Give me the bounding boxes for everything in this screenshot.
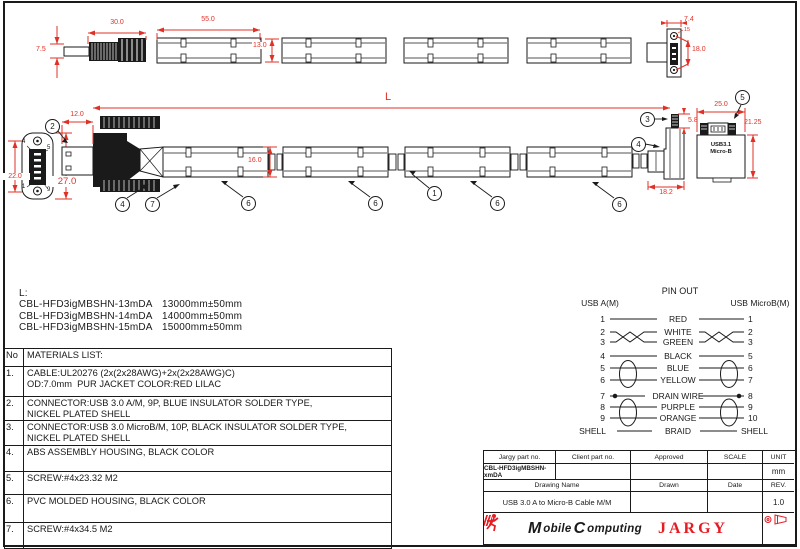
callout-6-pvc-housing: 6	[241, 196, 256, 211]
pvc-housing-segments	[163, 147, 647, 177]
part-number: CBL-HFD3igMBSHN-15mDA	[19, 322, 153, 333]
date-label: Date	[708, 480, 763, 492]
computing-initial: C	[573, 520, 586, 537]
part-length: 13000mm±50mm	[162, 299, 243, 310]
dim-panel-hole: 15	[684, 27, 691, 33]
dim-usba-face-height: 27.0	[51, 176, 83, 187]
approved-value	[631, 464, 708, 480]
dim-usba-shell: 12.0	[70, 111, 84, 118]
ferrite-segments-top-view	[157, 38, 631, 63]
mobile-initial: M	[527, 520, 542, 537]
materials-row-2	[5, 396, 391, 420]
material-desc: CABLE:UL20276 (2x(2x28AWG)+2x(2x28AWG)C)	[27, 368, 235, 378]
drawing-name: USB 3.0 A to Micro-B Cable M/M	[484, 492, 631, 513]
usba-pin5-label: 5	[47, 145, 51, 151]
running-man-icon	[484, 513, 500, 533]
dim-segment-length: 55.0	[201, 16, 215, 23]
jargy-logo: JARGY	[657, 520, 729, 537]
usb-a-shell-dimension	[62, 120, 93, 145]
pin-left: 4	[600, 351, 605, 361]
callout-6-pvc-housing: 6	[490, 196, 505, 211]
overall-length-dimension	[93, 106, 670, 111]
pinout-left-header: USB A(M)	[581, 298, 619, 308]
material-desc: SCREW:#4x23.32 M2	[27, 473, 118, 483]
wire-color: GREEN	[662, 337, 694, 347]
pin-left: 3	[600, 337, 605, 347]
material-desc: ABS ASSEMBLY HOUSING, BLACK COLOR	[27, 447, 215, 457]
drawn-value	[631, 492, 708, 513]
row-number: 2.	[5, 397, 24, 420]
pin-left: 8	[600, 402, 605, 412]
length-variant-list	[19, 288, 249, 334]
pin-left: SHELL	[579, 426, 606, 436]
rev-value: 1.0	[763, 492, 794, 513]
dim-screw-dia: 7.5	[36, 46, 46, 53]
wire-color: BRAID	[665, 426, 691, 436]
callout-3-screw: 3	[640, 112, 655, 127]
row-number: 5.	[5, 472, 24, 494]
rev-label: REV.	[763, 480, 794, 492]
material-desc: OD:7.0mm PUR JACKET COLOR:RED LILAC	[27, 378, 222, 389]
callout-7-screw: 7	[145, 197, 160, 212]
length-row	[19, 299, 249, 311]
length-row	[19, 311, 249, 323]
part-length: 15000mm±50mm	[162, 322, 243, 333]
wire-color: YELLOW	[660, 375, 696, 385]
length-row	[19, 322, 249, 334]
material-desc: NICKEL PLATED SHELL	[27, 408, 131, 419]
pin-left: 2	[600, 327, 605, 337]
callout-6-pvc-housing: 6	[612, 197, 627, 212]
materials-row-4	[5, 445, 391, 471]
material-desc: PVC MOLDED HOUSING, BLACK COLOR	[27, 496, 206, 506]
approved-label: Approved	[631, 451, 708, 464]
pin-right: 2	[748, 327, 753, 337]
materials-row-6	[5, 494, 391, 522]
part-number: CBL-HFD3igMBSHN-14mDA	[19, 310, 153, 322]
scale-value	[708, 464, 763, 480]
pin-right: 3	[748, 337, 753, 347]
row-number: 6.	[5, 495, 24, 522]
pinout-title: PIN OUT	[661, 286, 699, 296]
callout-2-usba-connector: 2	[45, 119, 60, 134]
pin-right: SHELL	[741, 426, 768, 436]
row-number: 1.	[5, 367, 24, 396]
pin-right: 5	[748, 351, 753, 361]
drawing-name-label: Drawing Name	[484, 480, 631, 492]
unit-label: UNIT	[763, 451, 794, 464]
callout-1-cable: 1	[427, 186, 442, 201]
materials-row-3	[5, 420, 391, 445]
projection-symbol-cell	[763, 513, 794, 545]
dim-segment-height: 13.0	[253, 42, 267, 49]
wire-color: DRAIN WIRE	[652, 391, 704, 401]
dim-microb-screw: 5.8	[688, 117, 698, 124]
unit-value: mm	[763, 464, 794, 480]
part-length: 14000mm±50mm	[162, 310, 243, 322]
wire-color: BLACK	[664, 351, 692, 361]
materials-row-5	[5, 471, 391, 494]
pin-left: 5	[600, 363, 605, 373]
row-number: 7.	[5, 523, 24, 548]
materials-row-1	[5, 366, 391, 396]
pin-left: 9	[600, 413, 605, 423]
dim-screw-length: 30.0	[110, 19, 124, 26]
pin-left: 1	[600, 314, 605, 324]
dim-panel-width: 7.4	[684, 16, 694, 23]
third-angle-projection-icon	[763, 513, 789, 526]
mobile-rest: obile	[543, 523, 572, 535]
callout-4-abs-housing: 4	[631, 137, 646, 152]
usba-pin4-label: 4	[22, 139, 26, 145]
dim-microb-length: 18.2	[659, 189, 673, 196]
material-desc: NICKEL PLATED SHELL	[27, 432, 131, 443]
usba-pin9-label: 9	[47, 187, 51, 193]
pin-left: 6	[600, 375, 605, 385]
client-part-label: Client part no.	[556, 451, 631, 464]
dim-usba-face-width: 22.0	[0, 173, 30, 180]
client-part-no	[556, 464, 631, 480]
material-desc: CONNECTOR:USB 3.0 A/M, 9P, BLUE INSULATOR SOLDER TYPE,	[27, 398, 313, 408]
callout-5-screw: 5	[735, 90, 750, 105]
pin-right: 10	[748, 413, 758, 423]
wire-color: ORANGE	[659, 413, 697, 423]
title-block	[483, 450, 796, 545]
wire-color: WHITE	[664, 327, 692, 337]
pin-right: 9	[748, 402, 753, 412]
jargy-part-label: Jargy part no.	[484, 451, 556, 464]
callout-4-abs-housing: 4	[115, 197, 130, 212]
pin-right: 1	[748, 314, 753, 324]
dim-microb-face-width: 25.0	[714, 101, 728, 108]
materials-title: MATERIALS LIST:	[27, 350, 103, 360]
pin-right: 7	[748, 375, 753, 385]
row-number: 3.	[5, 421, 24, 445]
dim-panel-height: 18.0	[692, 46, 706, 53]
material-desc: CONNECTOR:USB 3.0 MicroB/M, 10P, BLACK INSULATOR SOLDER TYPE,	[27, 422, 347, 432]
pin-left: 7	[600, 391, 605, 401]
pin-right: 8	[748, 391, 753, 401]
microb-face-label-line1: USB3.1	[710, 142, 732, 148]
jargy-part-no: CBL-HFD3igMBSHN-xmDA	[484, 464, 556, 480]
materials-row-7	[5, 522, 391, 548]
row-number: 4.	[5, 446, 24, 471]
brand-logos	[484, 513, 763, 545]
pin-right: 6	[748, 363, 753, 373]
microb-face-label-line2: Micro-B	[710, 149, 732, 155]
part-number: CBL-HFD3igMBSHN-13mDA	[19, 299, 153, 310]
scale-label: SCALE	[708, 451, 763, 464]
computing-rest: omputing	[587, 523, 642, 535]
material-desc: SCREW:#4x34.5 M2	[27, 524, 113, 534]
length-list-heading: L:	[19, 288, 28, 299]
wire-color: PURPLE	[660, 402, 695, 412]
materials-list-table	[4, 348, 392, 549]
dim-microb-face-height: 21.25	[744, 119, 762, 126]
dim-overall-length: L	[384, 91, 392, 103]
callout-6-pvc-housing: 6	[368, 196, 383, 211]
screw-side-view	[64, 38, 146, 62]
date-value	[708, 492, 763, 513]
pinout-right-header: USB MicroB(M)	[730, 298, 790, 308]
materials-header-row	[5, 349, 391, 366]
dim-housing-height: 16.0	[248, 157, 262, 164]
materials-no-header: No	[5, 349, 24, 366]
wire-color: BLUE	[666, 363, 690, 373]
wire-color: RED	[669, 314, 687, 324]
usba-pin1-label: 1	[22, 184, 26, 190]
drawn-label: Drawn	[631, 480, 708, 492]
